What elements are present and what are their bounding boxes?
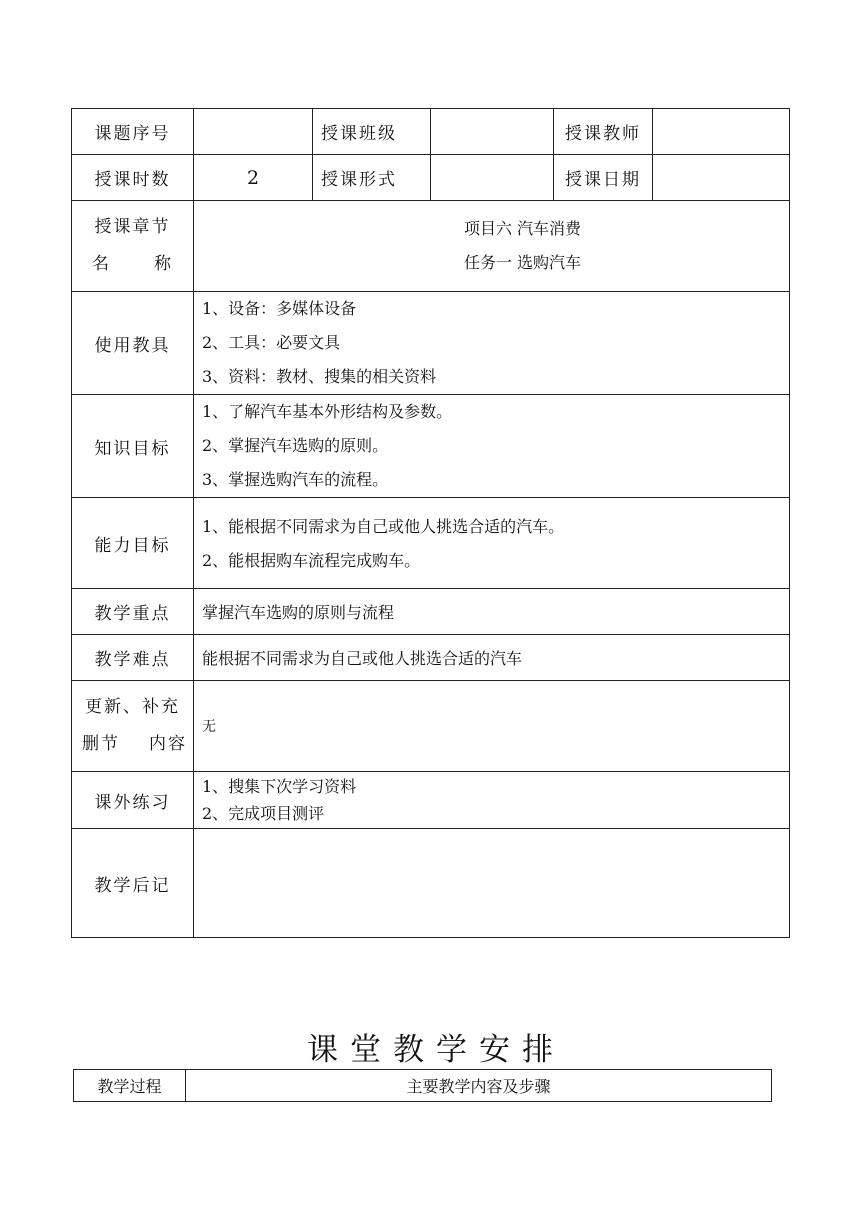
schedule-header-row <box>74 1070 772 1102</box>
ability-row <box>72 498 790 589</box>
difficulty-label: 教学难点 <box>72 635 194 681</box>
chapter-label-name: 名 <box>92 254 111 274</box>
teacher-label: 授课教师 <box>554 109 653 155</box>
class-label: 授课班级 <box>313 109 431 155</box>
exercise-item-2: 2、完成项目测评 <box>202 804 325 823</box>
updates-label-line2 <box>72 726 193 763</box>
form-label: 授课形式 <box>313 155 431 201</box>
chapter-label-line2 <box>72 246 193 283</box>
form-value <box>431 155 554 201</box>
header-row-1 <box>72 109 790 155</box>
date-label: 授课日期 <box>554 155 653 201</box>
schedule-content-header: 主要教学内容及步骤 <box>186 1070 772 1102</box>
knowledge-list <box>194 395 790 498</box>
ability-label: 能力目标 <box>72 498 194 589</box>
lesson-info-table <box>71 108 790 938</box>
schedule-table <box>73 1069 772 1102</box>
tools-item-2: 2、工具：必要文具 <box>202 333 341 352</box>
date-value <box>653 155 790 201</box>
difficulty-row <box>72 635 790 681</box>
ability-item-1: 1、能根据不同需求为自己或他人挑选合适的汽车。 <box>202 517 565 536</box>
key-point-row <box>72 589 790 635</box>
teacher-value <box>653 109 790 155</box>
knowledge-item-2: 2、掌握汽车选购的原则。 <box>202 436 389 455</box>
knowledge-label: 知识目标 <box>72 395 194 498</box>
topic-number-value <box>194 109 313 155</box>
header-row-2 <box>72 155 790 201</box>
chapter-task: 任务一 选购汽车 <box>463 253 582 272</box>
difficulty-value: 能根据不同需求为自己或他人挑选合适的汽车 <box>194 635 790 681</box>
postscript-row <box>72 829 790 938</box>
exercise-list <box>194 772 790 829</box>
knowledge-row <box>72 395 790 498</box>
updates-label-line1: 更新、补充 <box>85 697 180 717</box>
updates-label-delete: 删节 <box>82 734 120 754</box>
knowledge-item-1: 1、了解汽车基本外形结构及参数。 <box>202 402 453 421</box>
chapter-value <box>194 201 790 292</box>
key-point-label: 教学重点 <box>72 589 194 635</box>
topic-number-label: 课题序号 <box>72 109 194 155</box>
exercise-item-1: 1、搜集下次学习资料 <box>202 777 357 796</box>
postscript-label: 教学后记 <box>72 829 194 938</box>
chapter-label-title: 称 <box>154 254 173 274</box>
ability-list <box>194 498 790 589</box>
tools-item-3: 3、资料：教材、搜集的相关资料 <box>202 367 437 386</box>
knowledge-item-3: 3、掌握选购汽车的流程。 <box>202 470 389 489</box>
tools-label: 使用教具 <box>72 292 194 395</box>
tools-row <box>72 292 790 395</box>
schedule-process-header: 教学过程 <box>74 1070 186 1102</box>
exercise-row <box>72 772 790 829</box>
class-value <box>431 109 554 155</box>
section-title: 课堂教学安排 <box>307 1032 565 1068</box>
hours-label: 授课时数 <box>72 155 194 201</box>
key-point-value: 掌握汽车选购的原则与流程 <box>194 589 790 635</box>
chapter-label-line1: 授课章节 <box>94 217 171 237</box>
updates-label-content: 内容 <box>149 734 187 754</box>
hours-value: 2 <box>194 155 313 201</box>
updates-row <box>72 681 790 772</box>
chapter-row <box>72 201 790 292</box>
tools-list <box>194 292 790 395</box>
updates-value: 无 <box>194 681 790 772</box>
exercise-label: 课外练习 <box>72 772 194 829</box>
ability-item-2: 2、能根据购车流程完成购车。 <box>202 551 421 570</box>
chapter-project: 项目六 汽车消费 <box>463 219 582 238</box>
chapter-label <box>72 201 194 292</box>
postscript-value <box>194 829 790 938</box>
updates-label <box>72 681 194 772</box>
tools-item-1: 1、设备：多媒体设备 <box>202 299 357 318</box>
